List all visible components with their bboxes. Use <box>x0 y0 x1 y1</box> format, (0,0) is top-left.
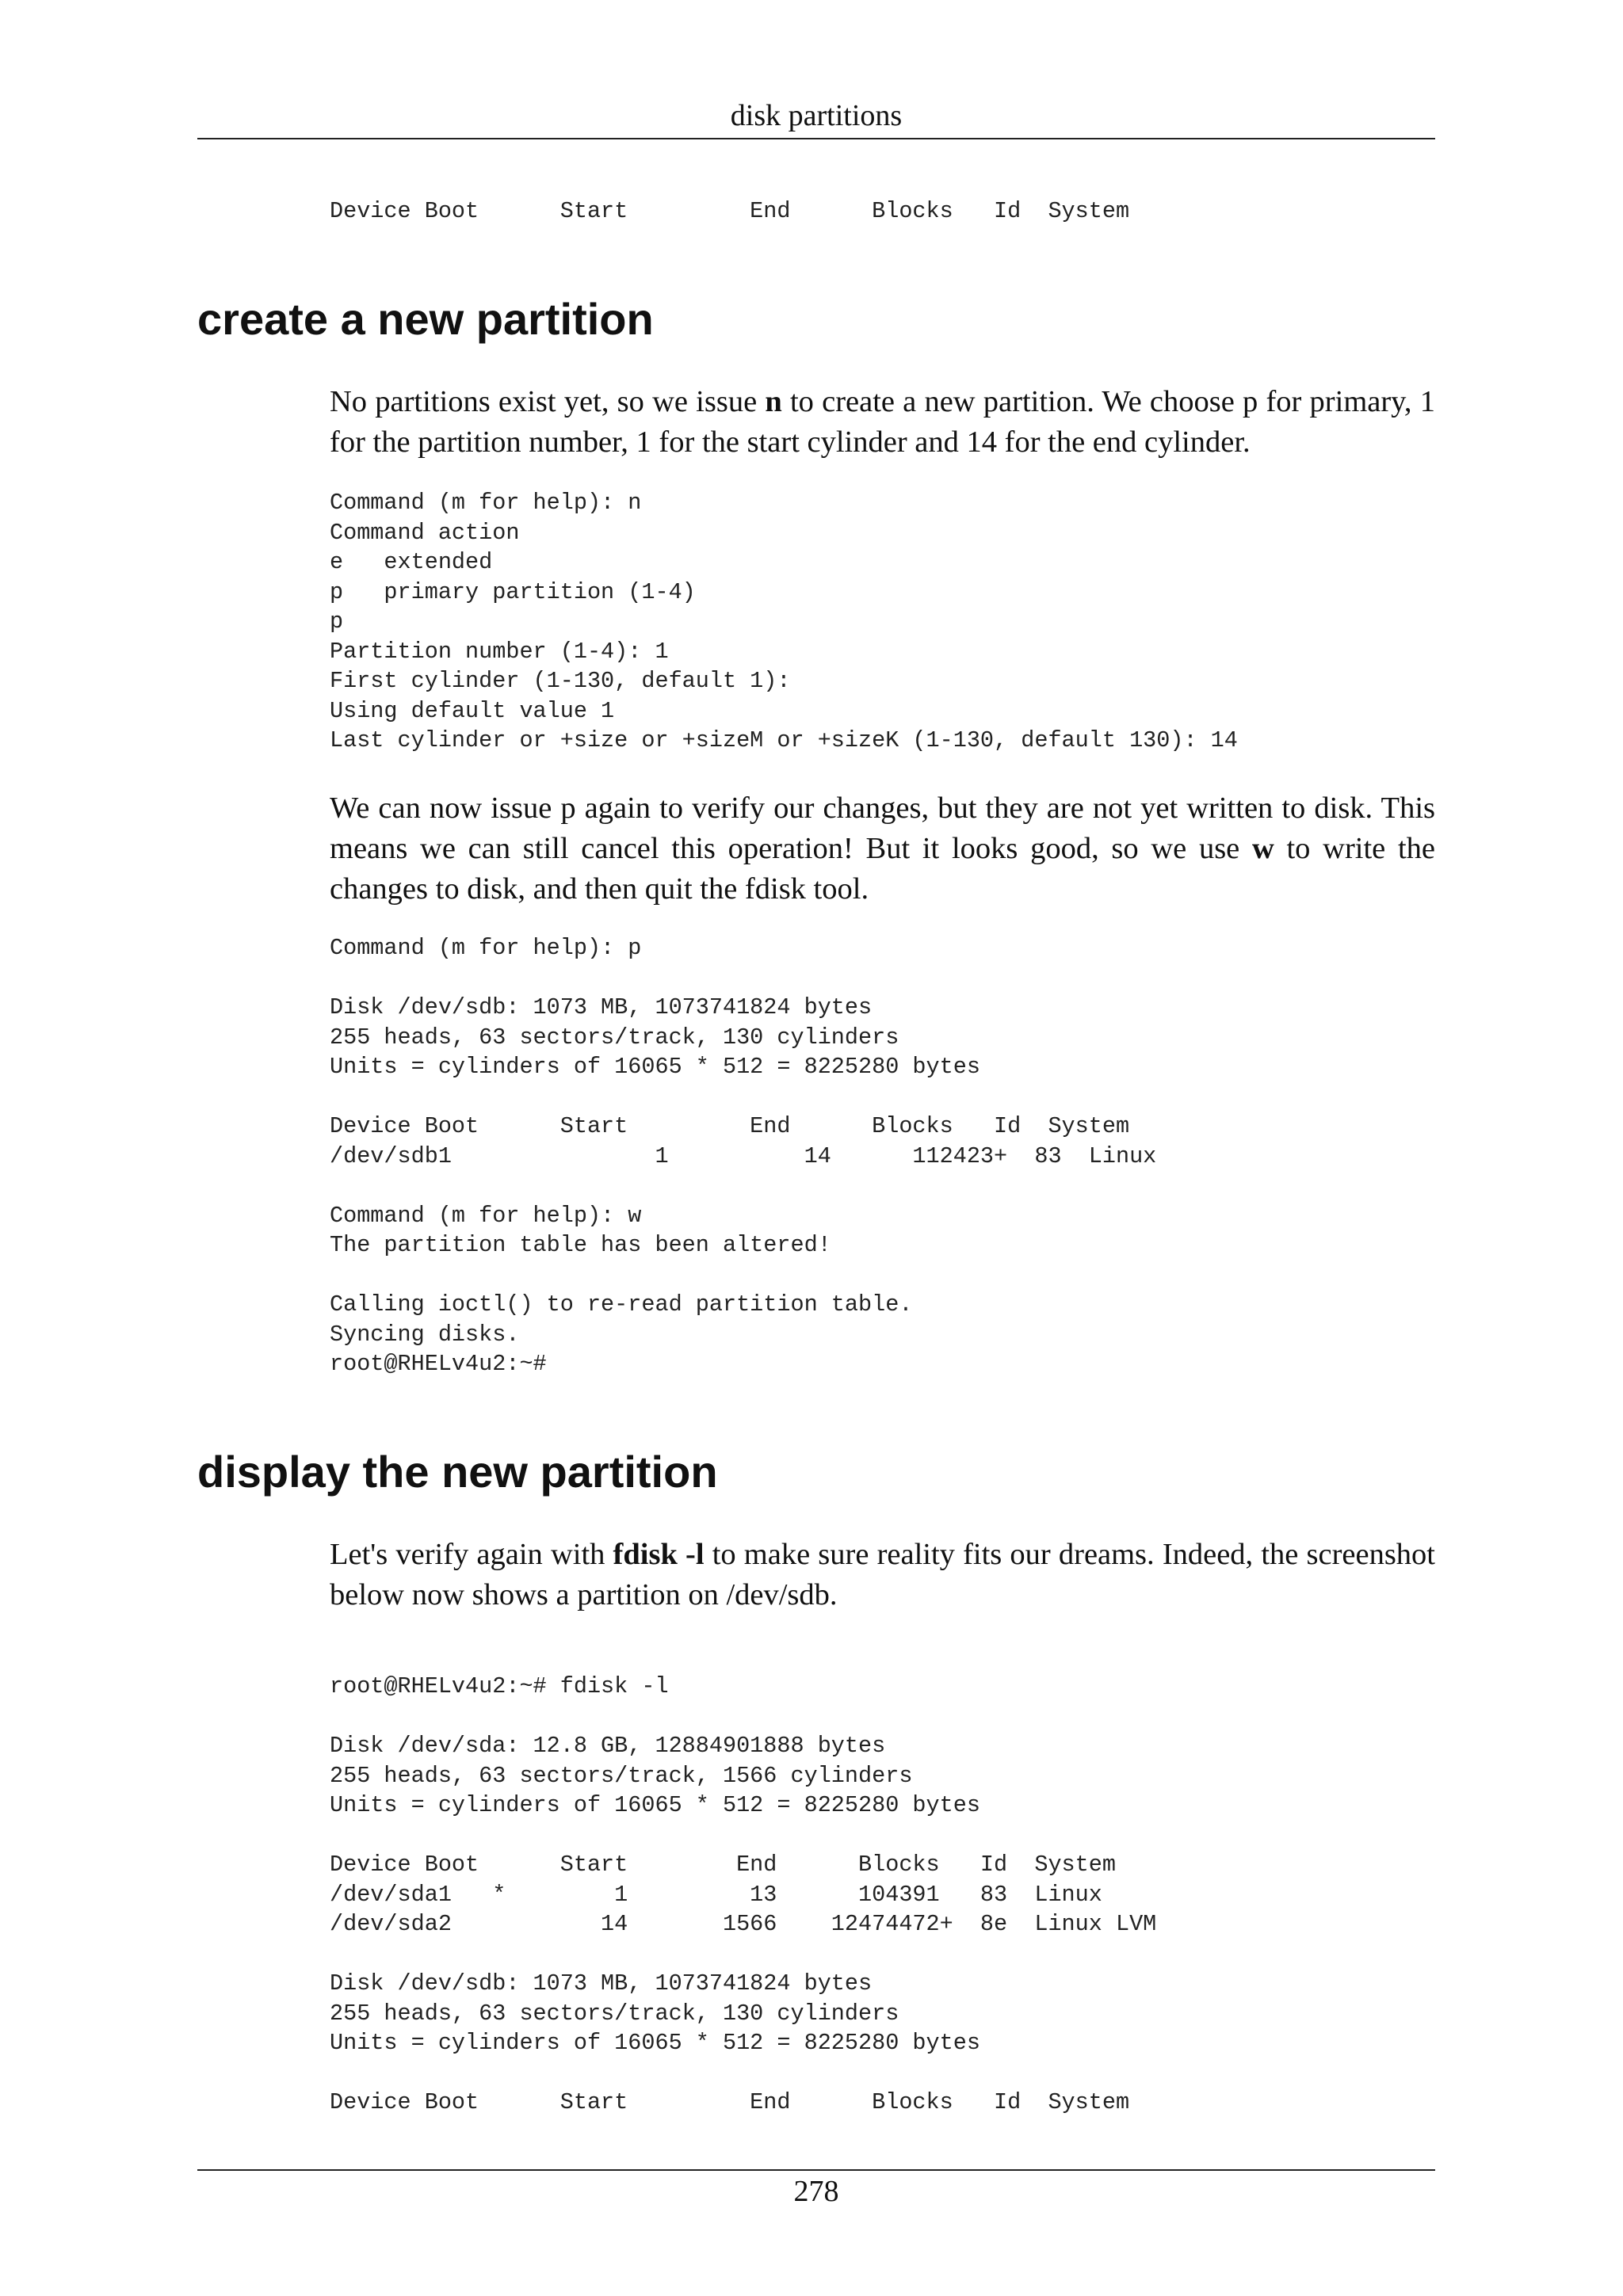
bold-command: fdisk -l <box>613 1538 705 1571</box>
text-run: Let's verify again with <box>330 1538 613 1571</box>
bold-command: n <box>765 385 782 418</box>
text-run: to write the changes to disk, and then quit the fdisk tool. <box>330 832 1435 906</box>
section-title-create-partition: create a new partition <box>197 294 654 344</box>
bold-command: w <box>1251 832 1274 865</box>
footer-rule <box>197 2169 1435 2171</box>
code-block-fdisk-write: Command (m for help): p Disk /dev/sdb: 1073 MB, 1073741824 bytes 255 heads, 63 sectors/track, 130 cylinders Units = cylinders of 16065 * 512 = 8225280 bytes Device Boot Start End Blocks Id System /dev/sdb1 1 14 112423+ 83 Linux Command (m for help): w The partition table has been altered! Calling ioctl() to re-read partition table. Syncing disks. root@RHELv4u2:~# <box>330 935 1157 1377</box>
text-run: to make sure reality fits our dreams. Indeed, the screenshot below now shows a partition on /dev/sdb. <box>330 1538 1436 1611</box>
code-block-table-header: Device Boot Start End Blocks Id System <box>330 198 1130 224</box>
paragraph-verify-write <box>330 788 1435 910</box>
code-block-fdisk-list: root@RHELv4u2:~# fdisk -l Disk /dev/sda: 12.8 GB, 12884901888 bytes 255 heads, 63 sectors/track, 1566 cylinders Units = cylinders of 16065 * 512 = 8225280 bytes Device Boot Start End Blocks Id System /dev/sda1 * 1 13 104391 83 Linux /dev/sda2 14 1566 12474472+ 8e Linux LVM Disk /dev/sdb: 1073 MB, 1073741824 bytes 255 heads, 63 sectors/track, 130 cylinders Units = cylinders of 16065 * 512 = 8225280 bytes Device Boot Start End Blocks Id System <box>330 1673 1157 2115</box>
text-run: We can now issue p again to verify our changes, but they are not yet written to disk. This means we can still cancel this operation! But it looks good, so we use <box>330 791 1435 865</box>
header-rule <box>197 138 1435 139</box>
code-block-fdisk-new: Command (m for help): n Command action e extended p primary partition (1-4) p Partition number (1-4): 1 First cylinder (1-130, default 1): Using default value 1 Last cylinder or +size or +sizeM or +sizeK (1-130, default 130): 14 <box>330 490 1238 753</box>
paragraph-create-intro <box>330 382 1435 463</box>
section-title-display-partition: display the new partition <box>197 1447 718 1497</box>
paragraph-display-intro <box>330 1535 1435 1615</box>
text-run: to create a new partition. We choose p for primary, 1 for the partition number, 1 for the start cylinder and 14 for the end cylinder. <box>330 385 1436 459</box>
running-header: disk partitions <box>730 99 903 132</box>
page-number: 278 <box>793 2175 839 2208</box>
text-run: No partitions exist yet, so we issue <box>330 385 766 418</box>
